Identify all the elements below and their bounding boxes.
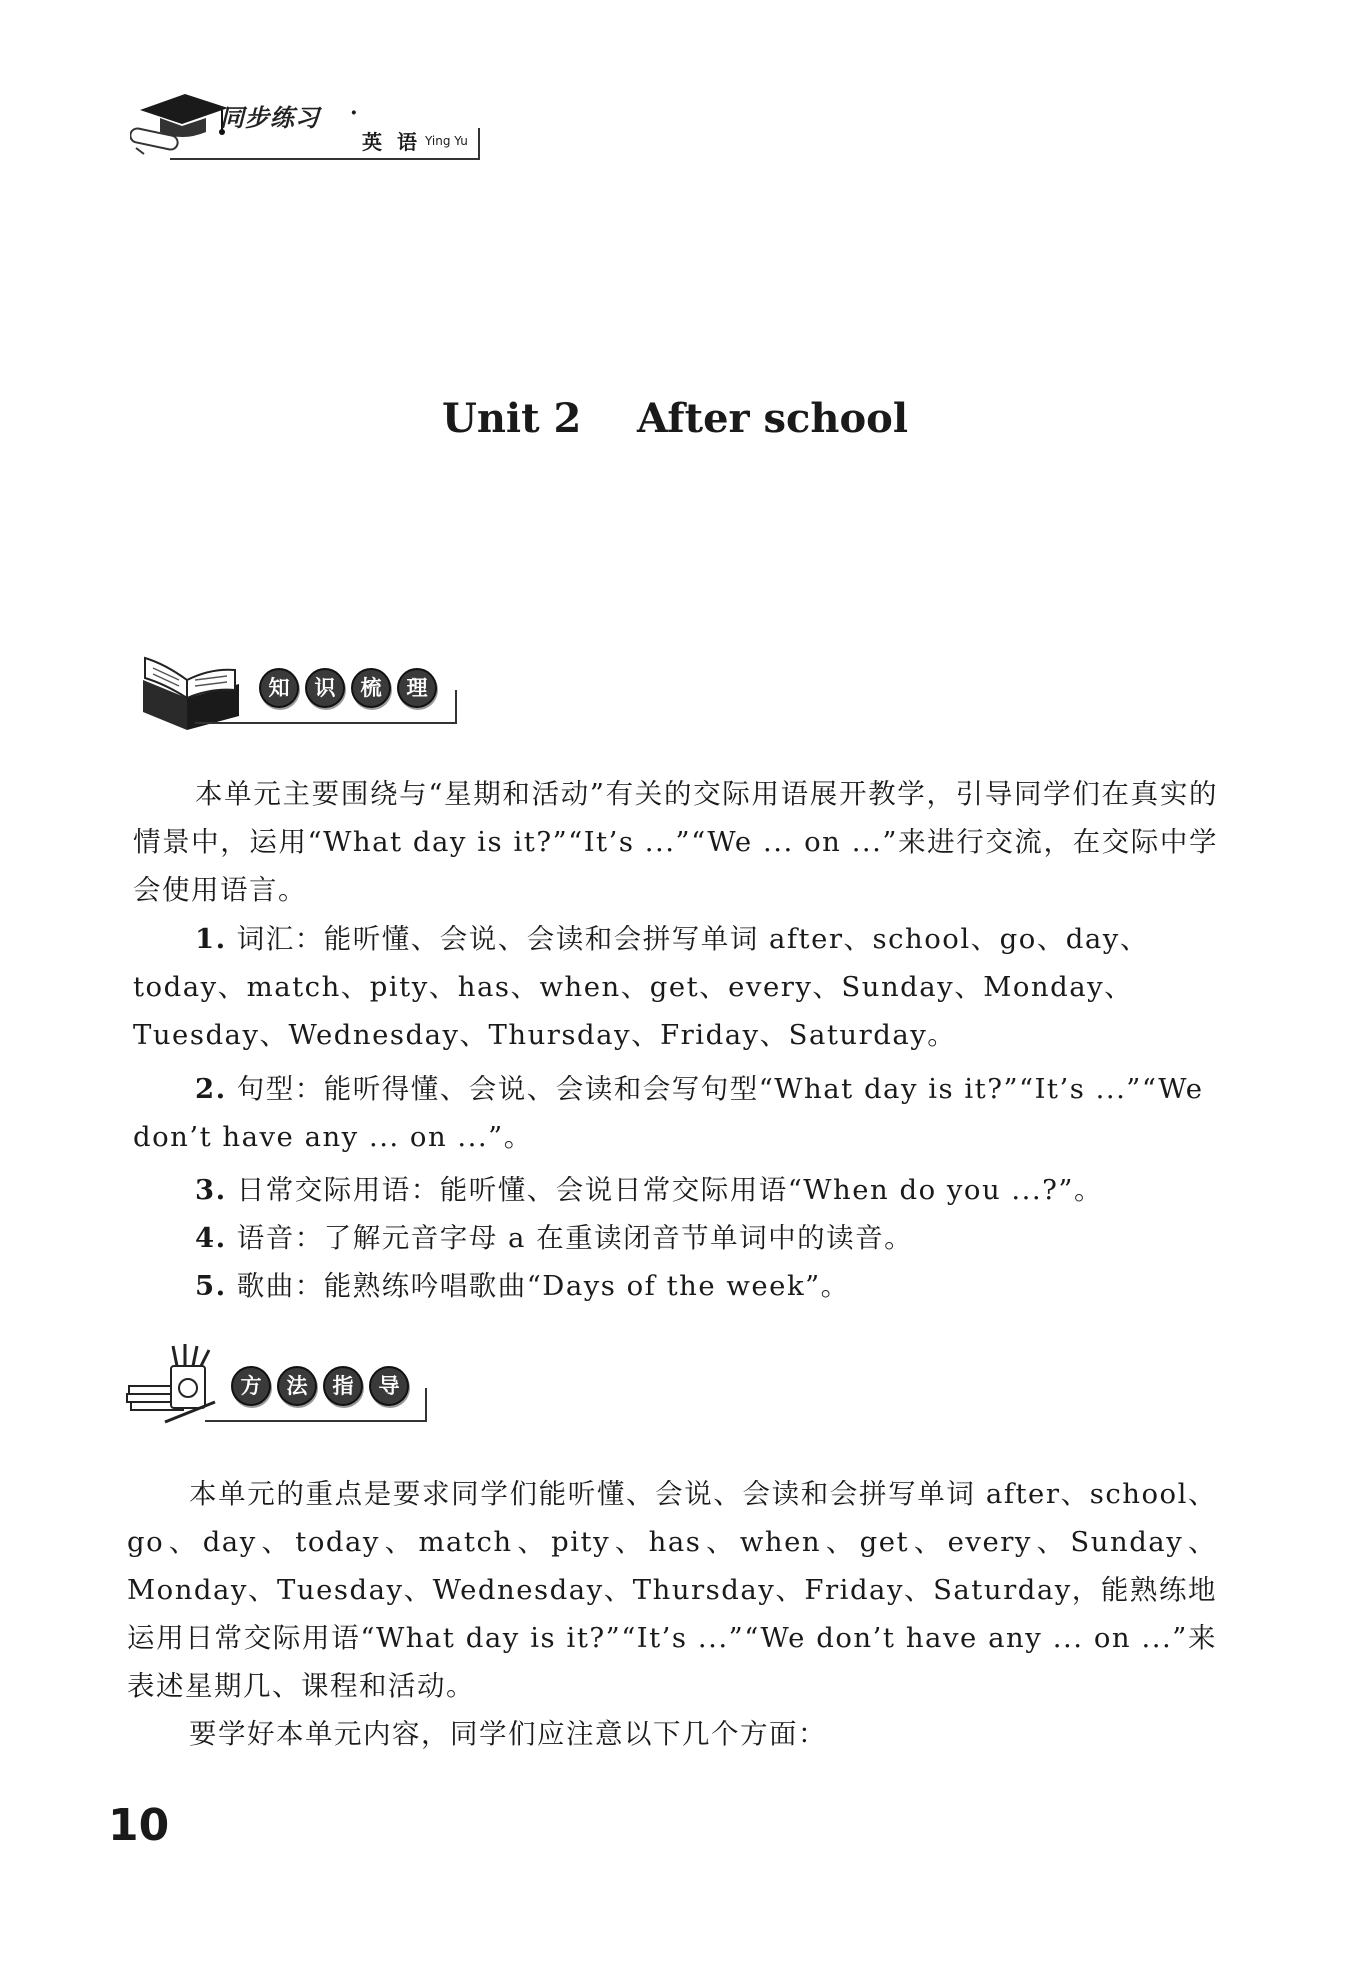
knowledge-item bbox=[133, 1065, 1218, 1161]
knowledge-item bbox=[133, 1214, 1218, 1262]
subject-pinyin: Ying Yu bbox=[425, 134, 468, 148]
item-text: 语音：了解元音字母 a 在重读闭音节单词中的读音。 bbox=[236, 1222, 914, 1254]
item-number: 5. bbox=[195, 1270, 227, 1302]
section-badge-char: 识 bbox=[305, 668, 345, 708]
item-number: 3. bbox=[195, 1174, 227, 1206]
section-badge-char: 方 bbox=[231, 1366, 271, 1406]
section-badge-char: 梳 bbox=[351, 668, 391, 708]
section-badge-char: 知 bbox=[259, 668, 299, 708]
graduation-cap-icon bbox=[130, 88, 230, 158]
stationery-icon bbox=[125, 1340, 225, 1424]
series-brand: 同步练习 bbox=[220, 104, 320, 132]
method-paragraph: 本单元的重点是要求同学们能听懂、会说、会读和会拼写单词 after、school、go、day、today、match、pity、has、when、get、every、Sunday、Monday、Tuesday、Wednesday、Thursday、Friday、Saturday，能熟练地运用日常交际用语“What day is it?”“It’s ...”“We don’t have any ... on ...”来表述星期几、课程和活动。 bbox=[127, 1478, 1217, 1702]
method-paragraph: 要学好本单元内容，同学们应注意以下几个方面： bbox=[189, 1718, 827, 1750]
knowledge-intro: 本单元主要围绕与“星期和活动”有关的交际用语展开教学，引导同学们在真实的情景中，运用“What day is it?”“It’s ...”“We ... on ...”来进行交流，在交际中学会使用语言。 bbox=[133, 778, 1218, 906]
header-rule bbox=[170, 158, 480, 160]
page-number: 10 bbox=[108, 1800, 170, 1851]
item-text: 歌曲：能熟练吟唱歌曲“Days of the week”。 bbox=[236, 1270, 850, 1302]
section-knowledge-header bbox=[135, 650, 455, 740]
section-badge-char: 指 bbox=[323, 1366, 363, 1406]
item-text: 句型：能听得懂、会说、会读和会写句型“What day is it?”“It’s ...”“We don’t have any ... on ...”。 bbox=[133, 1073, 1204, 1153]
knowledge-item bbox=[133, 1262, 1218, 1310]
subject-label: 英 语 bbox=[362, 130, 421, 154]
item-text: 日常交际用语：能听懂、会说日常交际用语“When do you ...?”。 bbox=[236, 1174, 1103, 1206]
item-number: 4. bbox=[195, 1222, 227, 1254]
knowledge-item bbox=[133, 1166, 1218, 1214]
section-badge-char: 导 bbox=[369, 1366, 409, 1406]
item-number: 1. bbox=[195, 923, 227, 955]
section-badge-char: 法 bbox=[277, 1366, 317, 1406]
section-badge-char: 理 bbox=[397, 668, 437, 708]
page-header: 同步练习 · 英 语 Ying Yu bbox=[130, 88, 490, 166]
item-text: 词汇：能听懂、会说、会读和会拼写单词 after、school、go、day、today、match、pity、has、when、get、every、Sunday、Monday、Tuesday、Wednesday、Thursday、Friday、Saturday。 bbox=[133, 923, 1149, 1051]
header-rule-end bbox=[478, 128, 480, 160]
knowledge-item bbox=[133, 915, 1218, 1059]
unit-title: Unit 2 After school bbox=[441, 395, 909, 442]
section-method-header bbox=[125, 1340, 425, 1430]
item-number: 2. bbox=[195, 1073, 227, 1105]
